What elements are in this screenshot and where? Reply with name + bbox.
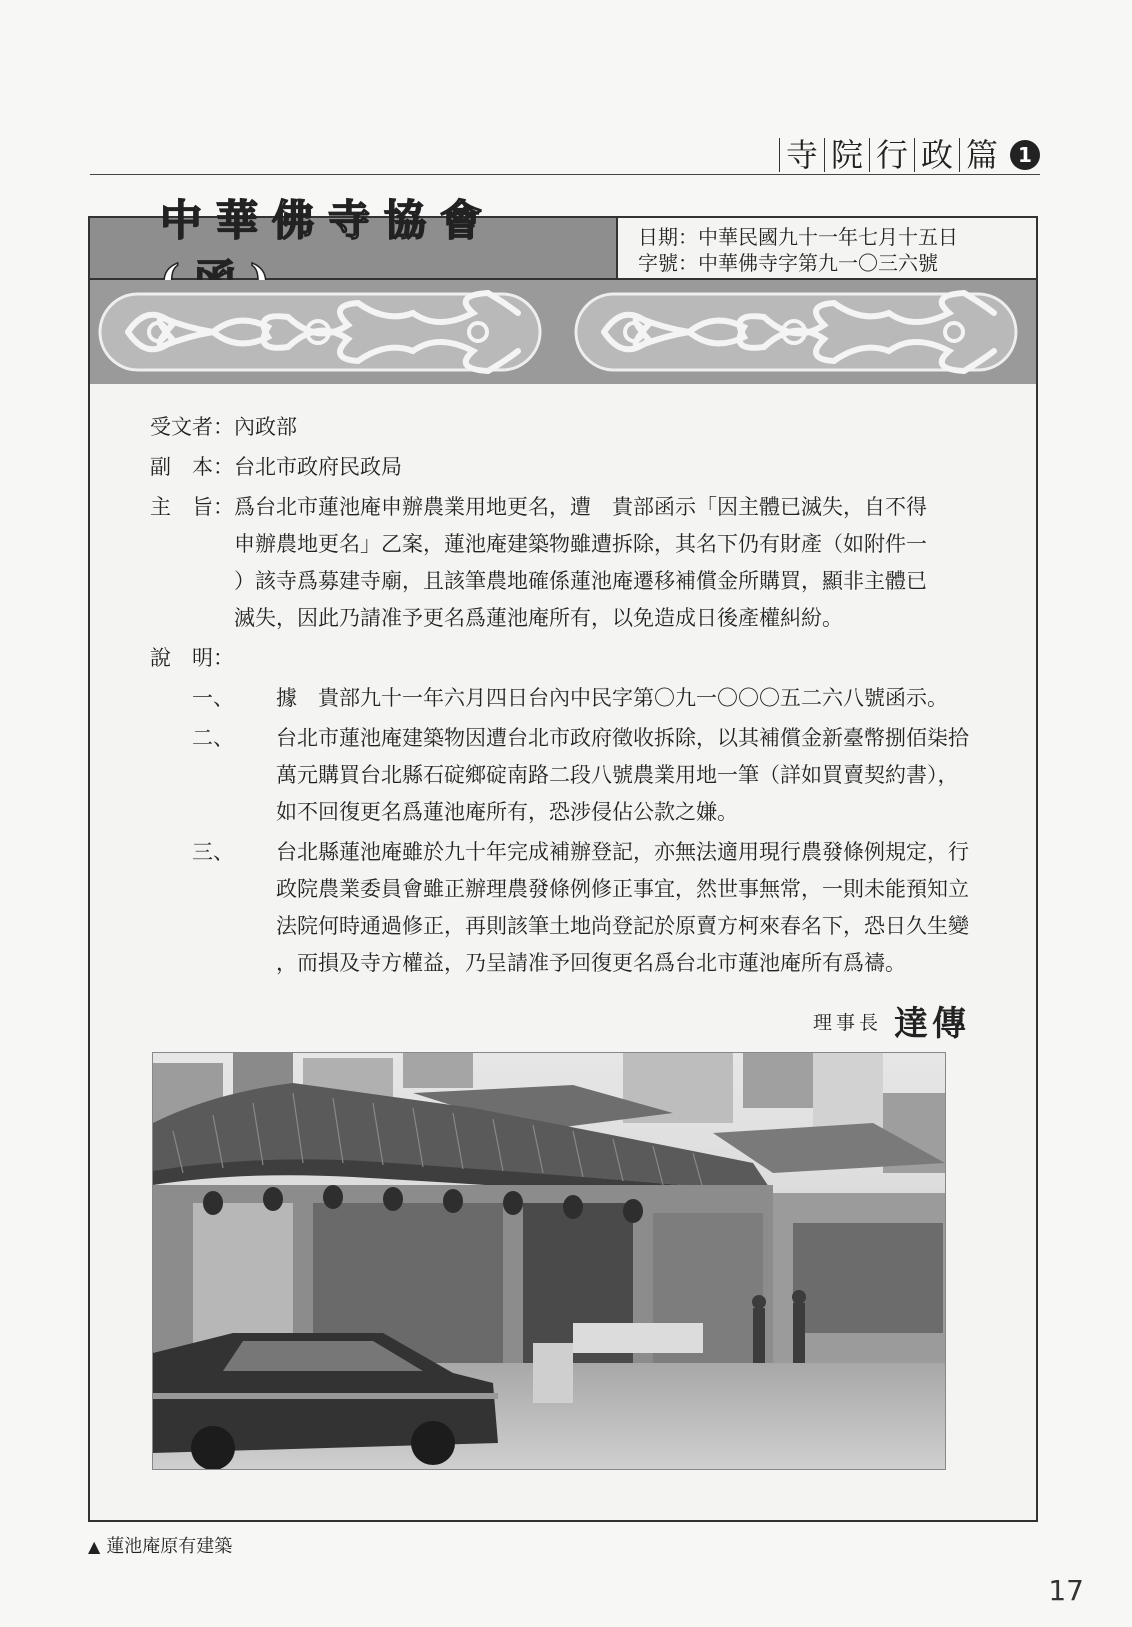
- triangle-icon: ▲: [88, 1537, 101, 1556]
- subject-line: 爲台北市蓮池庵申辦農業用地更名，遭 貴部函示「因主體已滅失，自不得: [234, 495, 927, 519]
- recipient-row: [150, 409, 970, 446]
- item-line: 法院何時通過修正，再則該筆土地尚登記於原賣方柯來春名下，恐日久生變: [276, 914, 969, 938]
- subject-line: 申辦農地更名」乙案，蓮池庵建築物雖遭拆除，其名下仍有財產（如附件一: [234, 532, 927, 556]
- ornament-scroll-icon: [90, 280, 1036, 384]
- item-number: 三、: [192, 840, 234, 864]
- temple-photo-image: [153, 1053, 945, 1469]
- letter-frame: [88, 196, 1038, 1522]
- subject-line: ）該寺爲募建寺廟，且該筆農地確係蓮池庵遷移補償金所購買，顯非主體已: [234, 569, 927, 593]
- letter-meta: [618, 218, 1036, 280]
- temple-photo: [152, 1052, 946, 1470]
- signer-title: 理事長: [812, 1012, 882, 1034]
- subject-block: [150, 489, 970, 637]
- caption-text: 蓮池庵原有建築: [106, 1536, 233, 1557]
- subject-label: 主 旨：: [150, 495, 234, 519]
- section-char: 篇: [959, 138, 1004, 172]
- running-header: [779, 138, 1040, 172]
- recipient-label: 受文者：: [150, 415, 234, 439]
- letter-title: 中華佛寺協會: [160, 196, 497, 245]
- explanation-row: [150, 640, 970, 677]
- title-band: [90, 196, 618, 280]
- list-item: [150, 680, 970, 717]
- item-line: ，而損及寺方權益，乃呈請准予回復更名爲台北市蓮池庵所有爲禱。: [276, 951, 906, 975]
- list-item: [150, 720, 970, 831]
- section-char: 院: [824, 138, 869, 172]
- item-line: 萬元購買台北縣石碇鄉碇南路二段八號農業用地一筆（詳如買賣契約書），: [276, 763, 959, 787]
- chapter-badge: 1: [1010, 140, 1040, 170]
- page-number: 17: [1048, 1574, 1084, 1607]
- letter-body: [90, 384, 1036, 1520]
- item-line: 據 貴部九十一年六月四日台內中民字第〇九一〇〇〇五二六八號函示。: [276, 686, 948, 710]
- explanation-label: 說 明：: [150, 646, 234, 670]
- ornament-band: [90, 280, 1036, 384]
- signature: [813, 996, 970, 1045]
- letter-date: 日期：中華民國九十一年七月十五日: [638, 225, 958, 249]
- section-char: 寺: [779, 138, 824, 172]
- item-number: 一、: [192, 686, 234, 710]
- header-rule: [90, 174, 1040, 175]
- list-item: [150, 834, 970, 982]
- signer-name: 達傳: [894, 1004, 970, 1044]
- recipient: 內政部: [234, 415, 297, 439]
- item-line: 台北縣蓮池庵雖於九十年完成補辦登記，亦無法適用現行農發條例規定，行: [276, 840, 969, 864]
- section-char: 政: [914, 138, 959, 172]
- item-line: 台北市蓮池庵建築物因遭台北市政府徵收拆除，以其補償金新臺幣捌佰柒拾: [276, 726, 969, 750]
- item-number: 二、: [192, 726, 234, 750]
- photo-caption: [88, 1532, 232, 1558]
- section-char: 行: [869, 138, 914, 172]
- item-line: 如不回復更名爲蓮池庵所有，恐涉侵佔公款之嫌。: [276, 800, 738, 824]
- cc-row: [150, 449, 970, 486]
- cc-label: 副 本：: [150, 455, 234, 479]
- cc: 台北市政府民政局: [234, 455, 402, 479]
- subject-line: 滅失，因此乃請准予更名爲蓮池庵所有，以免造成日後產權糾紛。: [234, 606, 843, 630]
- memo: [150, 409, 970, 985]
- letter-ref-number: 字號：中華佛寺字第九一〇三六號: [638, 251, 938, 275]
- item-line: 政院農業委員會雖正辦理農發條例修正事宜，然世事無常，一則未能預知立: [276, 877, 969, 901]
